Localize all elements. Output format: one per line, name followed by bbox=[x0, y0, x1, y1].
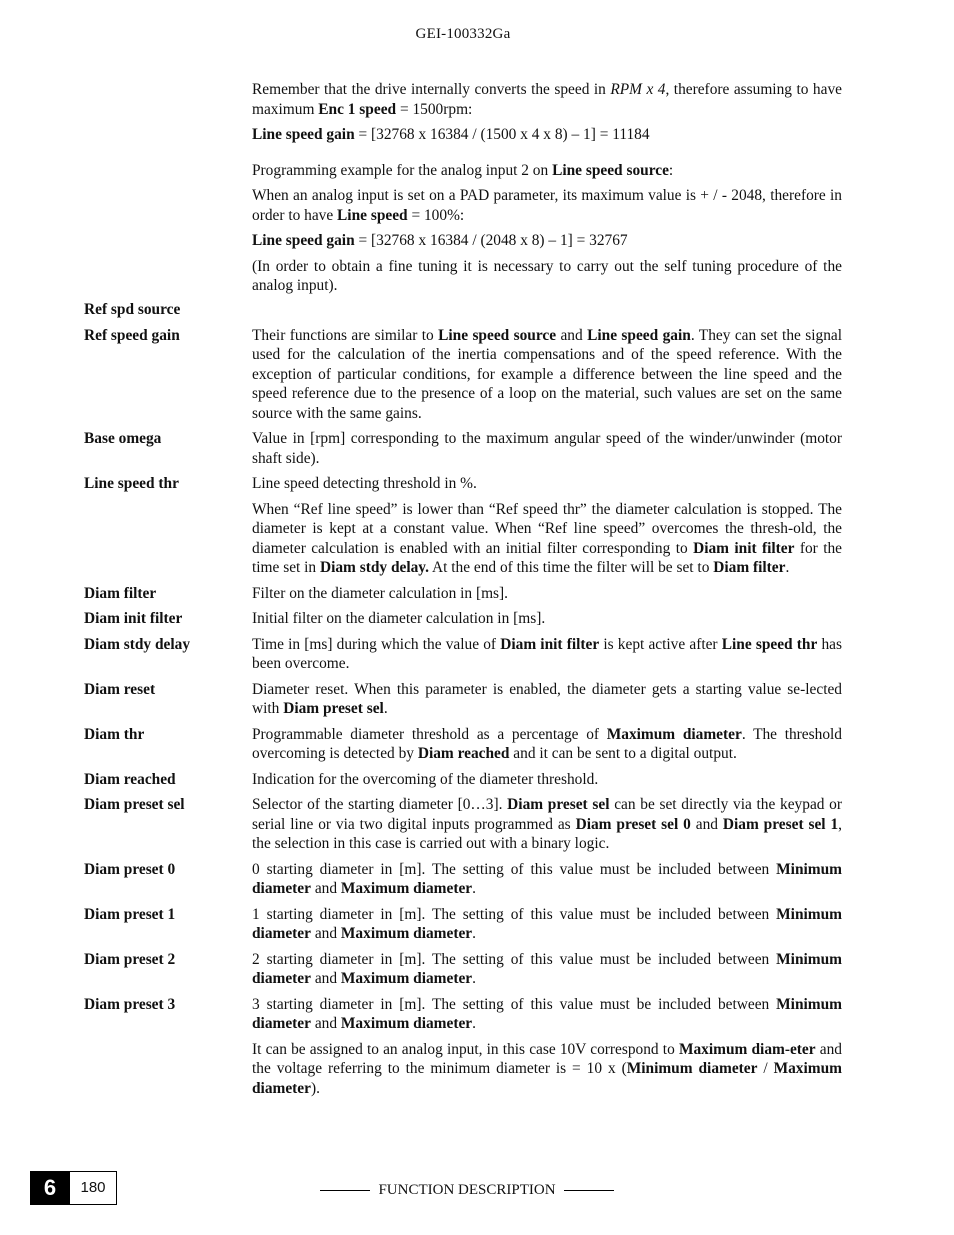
parameter-name: Diam init filter bbox=[84, 610, 183, 627]
parameter-row bbox=[84, 609, 842, 629]
parameter-row bbox=[84, 584, 842, 604]
description-paragraph: Time in [ms] during which the value of Diam init filter is kept active after Line speed thr has been overcome. bbox=[252, 635, 842, 672]
parameter-name: Diam stdy delay bbox=[84, 635, 191, 653]
parameter-description bbox=[252, 905, 842, 944]
description-paragraph: 2 starting diameter in [m]. The setting of this value must be included between Minimum diameter and Maximum diameter. bbox=[252, 950, 842, 987]
parameter-row bbox=[84, 795, 842, 854]
footer-rule-left bbox=[320, 1190, 370, 1191]
parameter-description bbox=[252, 300, 842, 320]
intro-paragraph: (In order to obtain a fine tuning it is necessary to carry out the self tuning procedure of the analog input). bbox=[252, 257, 842, 294]
parameter-description bbox=[252, 326, 842, 424]
parameter-description bbox=[252, 680, 842, 719]
parameter-row bbox=[84, 950, 842, 989]
parameter-name: Diam preset 2 bbox=[84, 950, 176, 968]
parameter-name: Base omega bbox=[84, 430, 162, 447]
description-paragraph: Indication for the overcoming of the diameter threshold. bbox=[252, 770, 599, 788]
parameter-row bbox=[84, 429, 842, 468]
description-paragraph: 0 starting diameter in [m]. The setting of this value must be included between Minimum diameter and Maximum diameter. bbox=[252, 860, 842, 897]
parameter-row bbox=[84, 635, 842, 674]
parameter-description bbox=[252, 950, 842, 989]
description-paragraph: 3 starting diameter in [m]. The setting of this value must be included between Minimum diameter and Maximum diameter. bbox=[252, 995, 842, 1032]
intro-paragraph: Remember that the drive internally converts the speed in RPM x 4, therefore assuming to have maximum Enc 1 speed = 1500rpm: bbox=[252, 81, 842, 118]
description-paragraph: Filter on the diameter calculation in [ms]. bbox=[252, 584, 509, 602]
footer-section-title bbox=[320, 1182, 614, 1199]
description-paragraph: Initial filter on the diameter calculation in [ms]. bbox=[252, 610, 546, 627]
description-paragraph: Their functions are similar to Line speed source and Line speed gain. They can set the signal used for the calculation of the inertia compensations and of the speed reference. With the exception of particular conditions, for example a difference between the line speed and the speed reference due to the presence of a loop on the material, such values are set on the same source with the same gains. bbox=[252, 326, 843, 422]
description-paragraph: Value in [rpm] corresponding to the maximum angular speed of the winder/unwinder (motor shaft side). bbox=[252, 430, 842, 467]
parameter-name: Diam reached bbox=[84, 770, 176, 788]
parameter-name: Diam preset 0 bbox=[84, 860, 176, 878]
footer-rule-right bbox=[564, 1190, 614, 1191]
description-paragraph: When “Ref line speed” is lower than “Ref speed thr” the diameter calculation is stopped. The diameter is kept at a constant value. When “Ref line speed” overcomes the thresh-old, the diameter calculation is enabled with an initial filter corresponding to Diam init filter for the time set in Diam stdy delay. At the end of this time the filter will be set to Diam filter. bbox=[252, 500, 842, 576]
document-code: GEI-100332Ga bbox=[415, 26, 511, 42]
parameter-row bbox=[84, 860, 842, 899]
description-paragraph: Programmable diameter threshold as a percentage of Maximum diameter. The threshold overcoming is detected by Diam reached and it can be sent to a digital output. bbox=[252, 725, 842, 762]
description-paragraph: 1 starting diameter in [m]. The setting of this value must be included between Minimum diameter and Maximum diameter. bbox=[252, 905, 842, 942]
page-tab bbox=[30, 1171, 117, 1205]
page-number: 180 bbox=[70, 1171, 117, 1205]
intro-formula: Line speed gain = [32768 x 16384 / (2048 x 8) – 1] = 32767 bbox=[252, 232, 628, 249]
description-paragraph: It can be assigned to an analog input, in this case 10V correspond to Maximum diam-eter and the voltage referring to the minimum diameter is = 10 x (Minimum diameter / Maximum diameter). bbox=[252, 1040, 843, 1097]
description-paragraph: Line speed detecting threshold in %. bbox=[252, 475, 477, 492]
parameter-list bbox=[84, 300, 842, 1104]
parameter-description bbox=[252, 725, 842, 764]
parameter-name: Diam reset bbox=[84, 680, 156, 698]
parameter-name: Line speed thr bbox=[84, 475, 179, 492]
parameter-description bbox=[252, 429, 842, 468]
intro-formula: Line speed gain = [32768 x 16384 / (1500 x 4 x 8) – 1] = 11184 bbox=[252, 126, 650, 143]
parameter-description bbox=[252, 609, 842, 629]
parameter-description bbox=[252, 795, 842, 854]
parameter-name: Ref speed gain bbox=[84, 326, 180, 344]
chapter-number: 6 bbox=[30, 1171, 70, 1205]
parameter-description bbox=[252, 995, 842, 1099]
parameter-description bbox=[252, 635, 842, 674]
parameter-row bbox=[84, 725, 842, 764]
intro-paragraph: Programming example for the analog input 2 on Line speed source: bbox=[252, 161, 674, 179]
parameter-row bbox=[84, 300, 842, 320]
intro-paragraph: When an analog input is set on a PAD parameter, its maximum value is + / - 2048, therefore in order to have Line speed = 100%: bbox=[252, 187, 842, 224]
parameter-name: Diam preset 1 bbox=[84, 905, 176, 923]
footer-title-text: FUNCTION DESCRIPTION bbox=[378, 1182, 556, 1198]
parameter-row bbox=[84, 680, 842, 719]
parameter-name: Diam filter bbox=[84, 584, 157, 602]
parameter-row bbox=[84, 905, 842, 944]
parameter-name: Diam preset sel bbox=[84, 796, 185, 813]
parameter-description bbox=[252, 474, 842, 578]
parameter-description bbox=[252, 860, 842, 899]
intro-section bbox=[252, 80, 842, 302]
parameter-name: Diam preset 3 bbox=[84, 995, 176, 1013]
parameter-row bbox=[84, 770, 842, 790]
parameter-row bbox=[84, 474, 842, 578]
parameter-row bbox=[84, 326, 842, 424]
parameter-name: Ref spd source bbox=[84, 301, 181, 318]
parameter-description bbox=[252, 584, 842, 604]
description-paragraph: Selector of the starting diameter [0…3]. Diam preset sel can be set directly via the keypad or serial line or via two digital inputs programmed as Diam preset sel 0 and Diam preset sel 1, the selection in this case is carried out with a binary logic. bbox=[252, 796, 843, 852]
parameter-name: Diam thr bbox=[84, 725, 145, 743]
parameter-row bbox=[84, 995, 842, 1099]
description-paragraph: Diameter reset. When this parameter is enabled, the diameter gets a starting value se-lected with Diam preset sel. bbox=[252, 680, 842, 717]
parameter-description bbox=[252, 770, 842, 790]
